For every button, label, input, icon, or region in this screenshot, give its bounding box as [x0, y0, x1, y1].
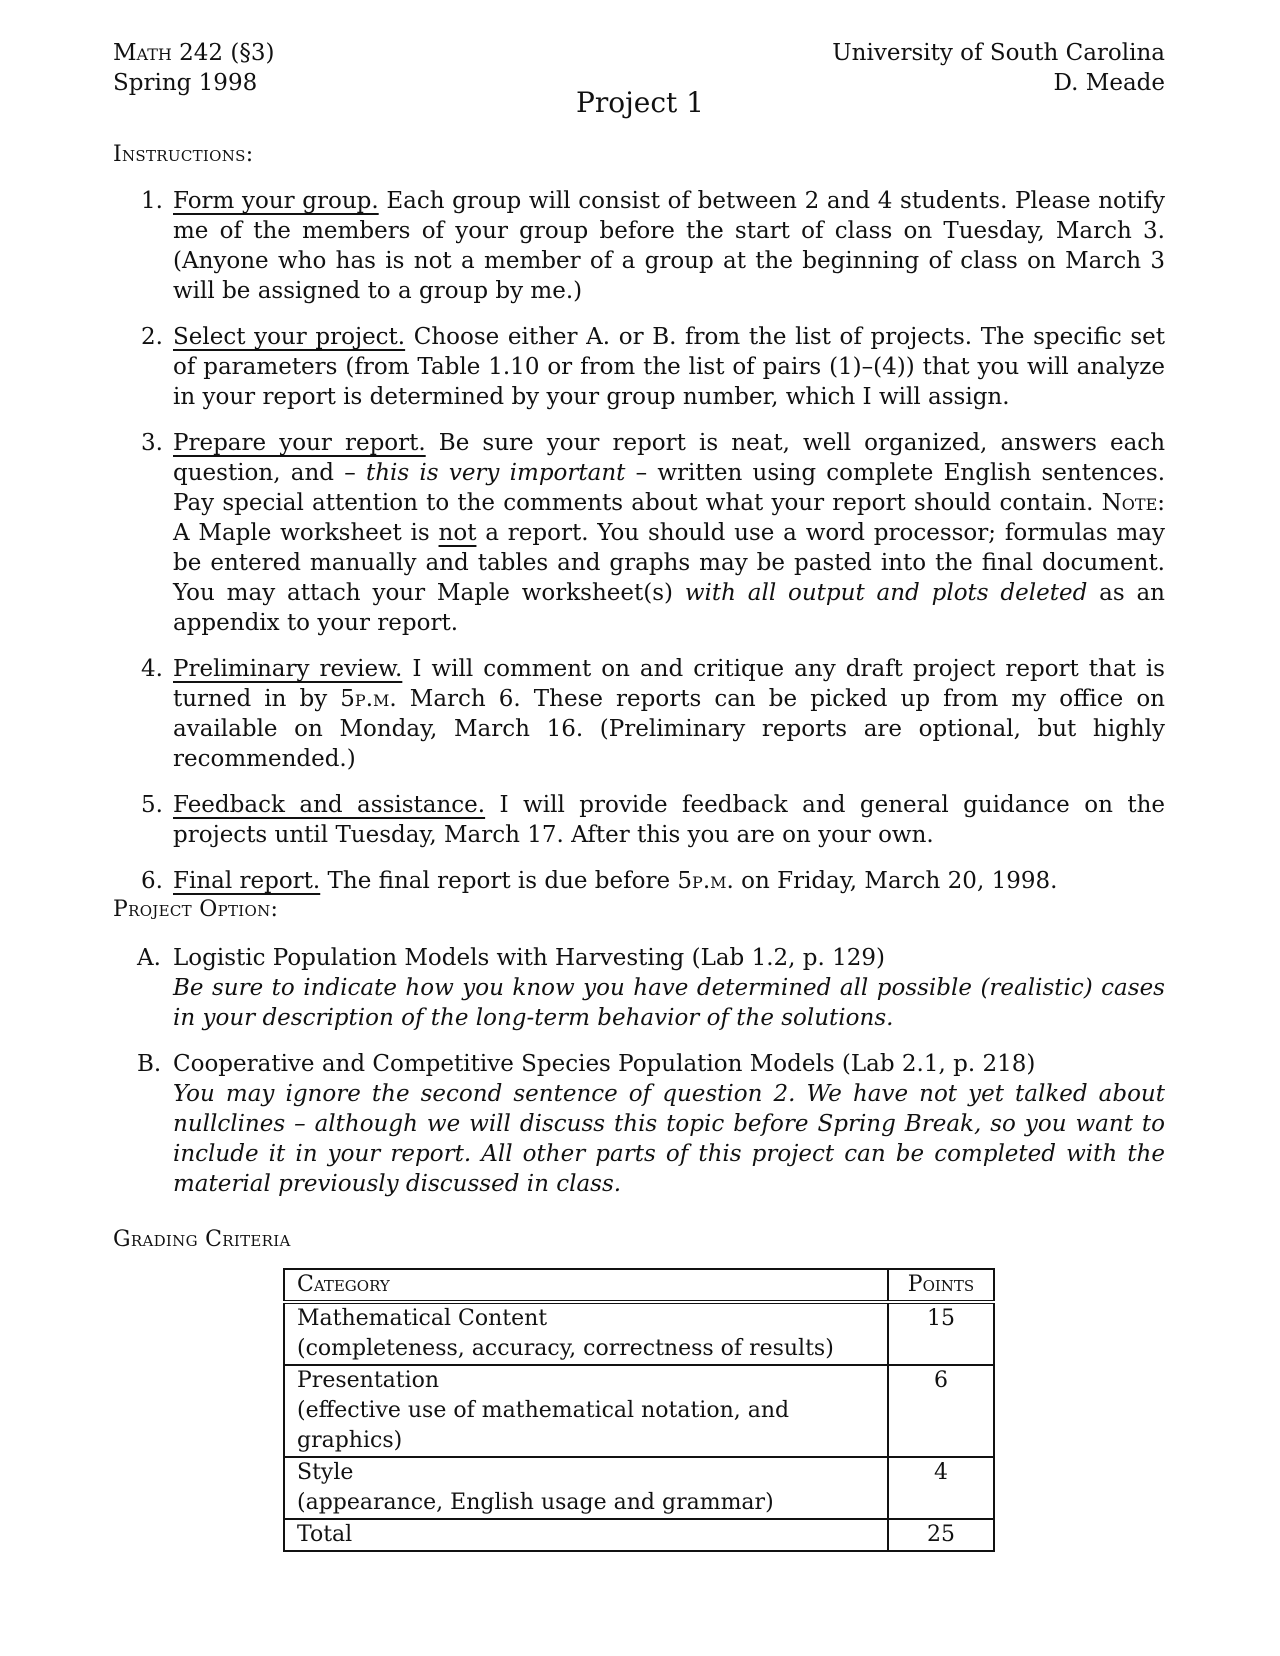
item-number: 4.: [141, 656, 163, 682]
table-row: [284, 1365, 994, 1457]
points-cell: 6: [888, 1365, 994, 1457]
category-detail: (effective use of mathematical notation, and graphics): [297, 1398, 790, 1453]
category-cell: [284, 1457, 888, 1519]
item-label: Preliminary review.: [173, 656, 403, 682]
time-label: 5p.m.: [340, 686, 397, 712]
category-name: Presentation: [297, 1368, 440, 1393]
option-title: Cooperative and Competitive Species Population Models (Lab 2.1, p. 218): [173, 1051, 1036, 1077]
item-text: I will provide feedback and general guidance on the projects until Tuesday, March 17. After this you are on your own.: [173, 792, 1165, 848]
category-detail: (completeness, accuracy, correctness of results): [297, 1336, 834, 1361]
time-label: 5p.m.: [677, 868, 734, 894]
project-option: [113, 1049, 1165, 1199]
option-description: You may ignore the second sentence of question 2. We have not yet talked about nullclines – although we will discuss this topic before Spring Break, so you want to include it in your report. All other parts of this project can be completed with the material previously discussed in class.: [173, 1081, 1165, 1197]
category-name: Mathematical Content: [297, 1306, 548, 1331]
item-text: as an appendix to your report.: [173, 580, 1165, 636]
category-cell: [284, 1302, 888, 1365]
item-text: a report. You should use a word processor; formulas may be entered manually and tables and graphs may be pasted into the final document. You may attach your Maple worksheet(s): [173, 520, 1166, 606]
column-header-category: Category: [284, 1269, 888, 1302]
total-label: Total: [284, 1519, 888, 1551]
item-text: – written using complete English sentences. Pay special attention to the comments about what your report should contain.: [173, 460, 1166, 516]
item-text: March 6. These reports can be picked up from my office on available on Monday, March 16. (Preliminary reports are optional, but highly recommended.): [173, 686, 1165, 772]
item-label: Final report.: [173, 868, 321, 894]
item-number: 5.: [141, 792, 163, 818]
project-option: [113, 943, 1165, 1033]
project-heading: Project Option:: [113, 897, 279, 922]
grading-heading: Grading Criteria: [113, 1227, 291, 1252]
table-header-row: [284, 1269, 994, 1302]
option-description: Be sure to indicate how you know you have determined all possible (realistic) cases in your description of the long-term behavior of the solutions.: [173, 975, 1165, 1031]
instructor-label: D. Meade: [1053, 70, 1165, 96]
item-text: I will comment on and critique any draft project report that is turned in by: [173, 656, 1165, 712]
instructions-heading: Instructions:: [113, 142, 254, 167]
category-cell: [284, 1365, 888, 1457]
category-name: Style: [297, 1460, 354, 1485]
option-letter: A.: [137, 945, 161, 971]
item-text: on Friday, March 20, 1998.: [733, 868, 1058, 894]
instruction-item: [113, 322, 1165, 412]
category-detail: (appearance, English usage and grammar): [297, 1490, 774, 1515]
note-label: Note: [1101, 490, 1158, 516]
course-label: Math 242 (§3): [113, 40, 275, 66]
instruction-item: [113, 654, 1165, 774]
item-number: 6.: [141, 868, 163, 894]
item-label: Feedback and assistance.: [173, 792, 486, 818]
item-text: Choose either A. or B. from the list of projects. The specific set of parameters (from Table 1.10 or from the list of pairs (1)–(4)) that you will analyze in your report is determined by your group number, which I will assign.: [173, 324, 1165, 410]
instruction-item: [113, 790, 1165, 850]
item-text: : A Maple worksheet is: [173, 490, 1165, 546]
instruction-item: [113, 186, 1165, 306]
points-cell: 4: [888, 1457, 994, 1519]
option-title: Logistic Population Models with Harvesting (Lab 1.2, p. 129): [173, 945, 886, 971]
item-emphasis: this is very important: [365, 460, 626, 486]
grading-table: [283, 1268, 995, 1552]
item-text: Be sure your report is neat, well organized, answers each question, and –: [173, 430, 1166, 486]
column-header-points: Points: [888, 1269, 994, 1302]
instruction-item: [113, 428, 1165, 638]
table-row: [284, 1457, 994, 1519]
university-label: University of South Carolina: [832, 40, 1165, 66]
option-letter: B.: [137, 1051, 162, 1077]
item-label: Select your project.: [173, 324, 406, 350]
page-title: Project 1: [576, 86, 704, 119]
item-number: 2.: [141, 324, 163, 350]
item-number: 1.: [141, 188, 163, 214]
table-row: [284, 1302, 994, 1365]
instructions-list: [113, 186, 1165, 912]
table-total-row: [284, 1519, 994, 1551]
item-emphasis: not: [438, 520, 477, 546]
item-emphasis: with all output and plots deleted: [684, 580, 1088, 606]
instruction-item: [113, 866, 1165, 896]
item-text: The final report is due before: [320, 868, 678, 894]
item-label: Form your group.: [173, 188, 379, 214]
item-text: Each group will consist of between 2 and 4 students. Please notify me of the members of your group before the start of class on Tuesday, March 3. (Anyone who has is not a member of a group at the beginning of class on March 3 will be assigned to a group by me.): [173, 188, 1165, 304]
points-cell: 15: [888, 1302, 994, 1365]
item-label: Prepare your report.: [173, 430, 426, 456]
term-label: Spring 1998: [113, 70, 258, 96]
item-number: 3.: [141, 430, 163, 456]
project-list: [113, 943, 1165, 1215]
total-points: 25: [888, 1519, 994, 1551]
